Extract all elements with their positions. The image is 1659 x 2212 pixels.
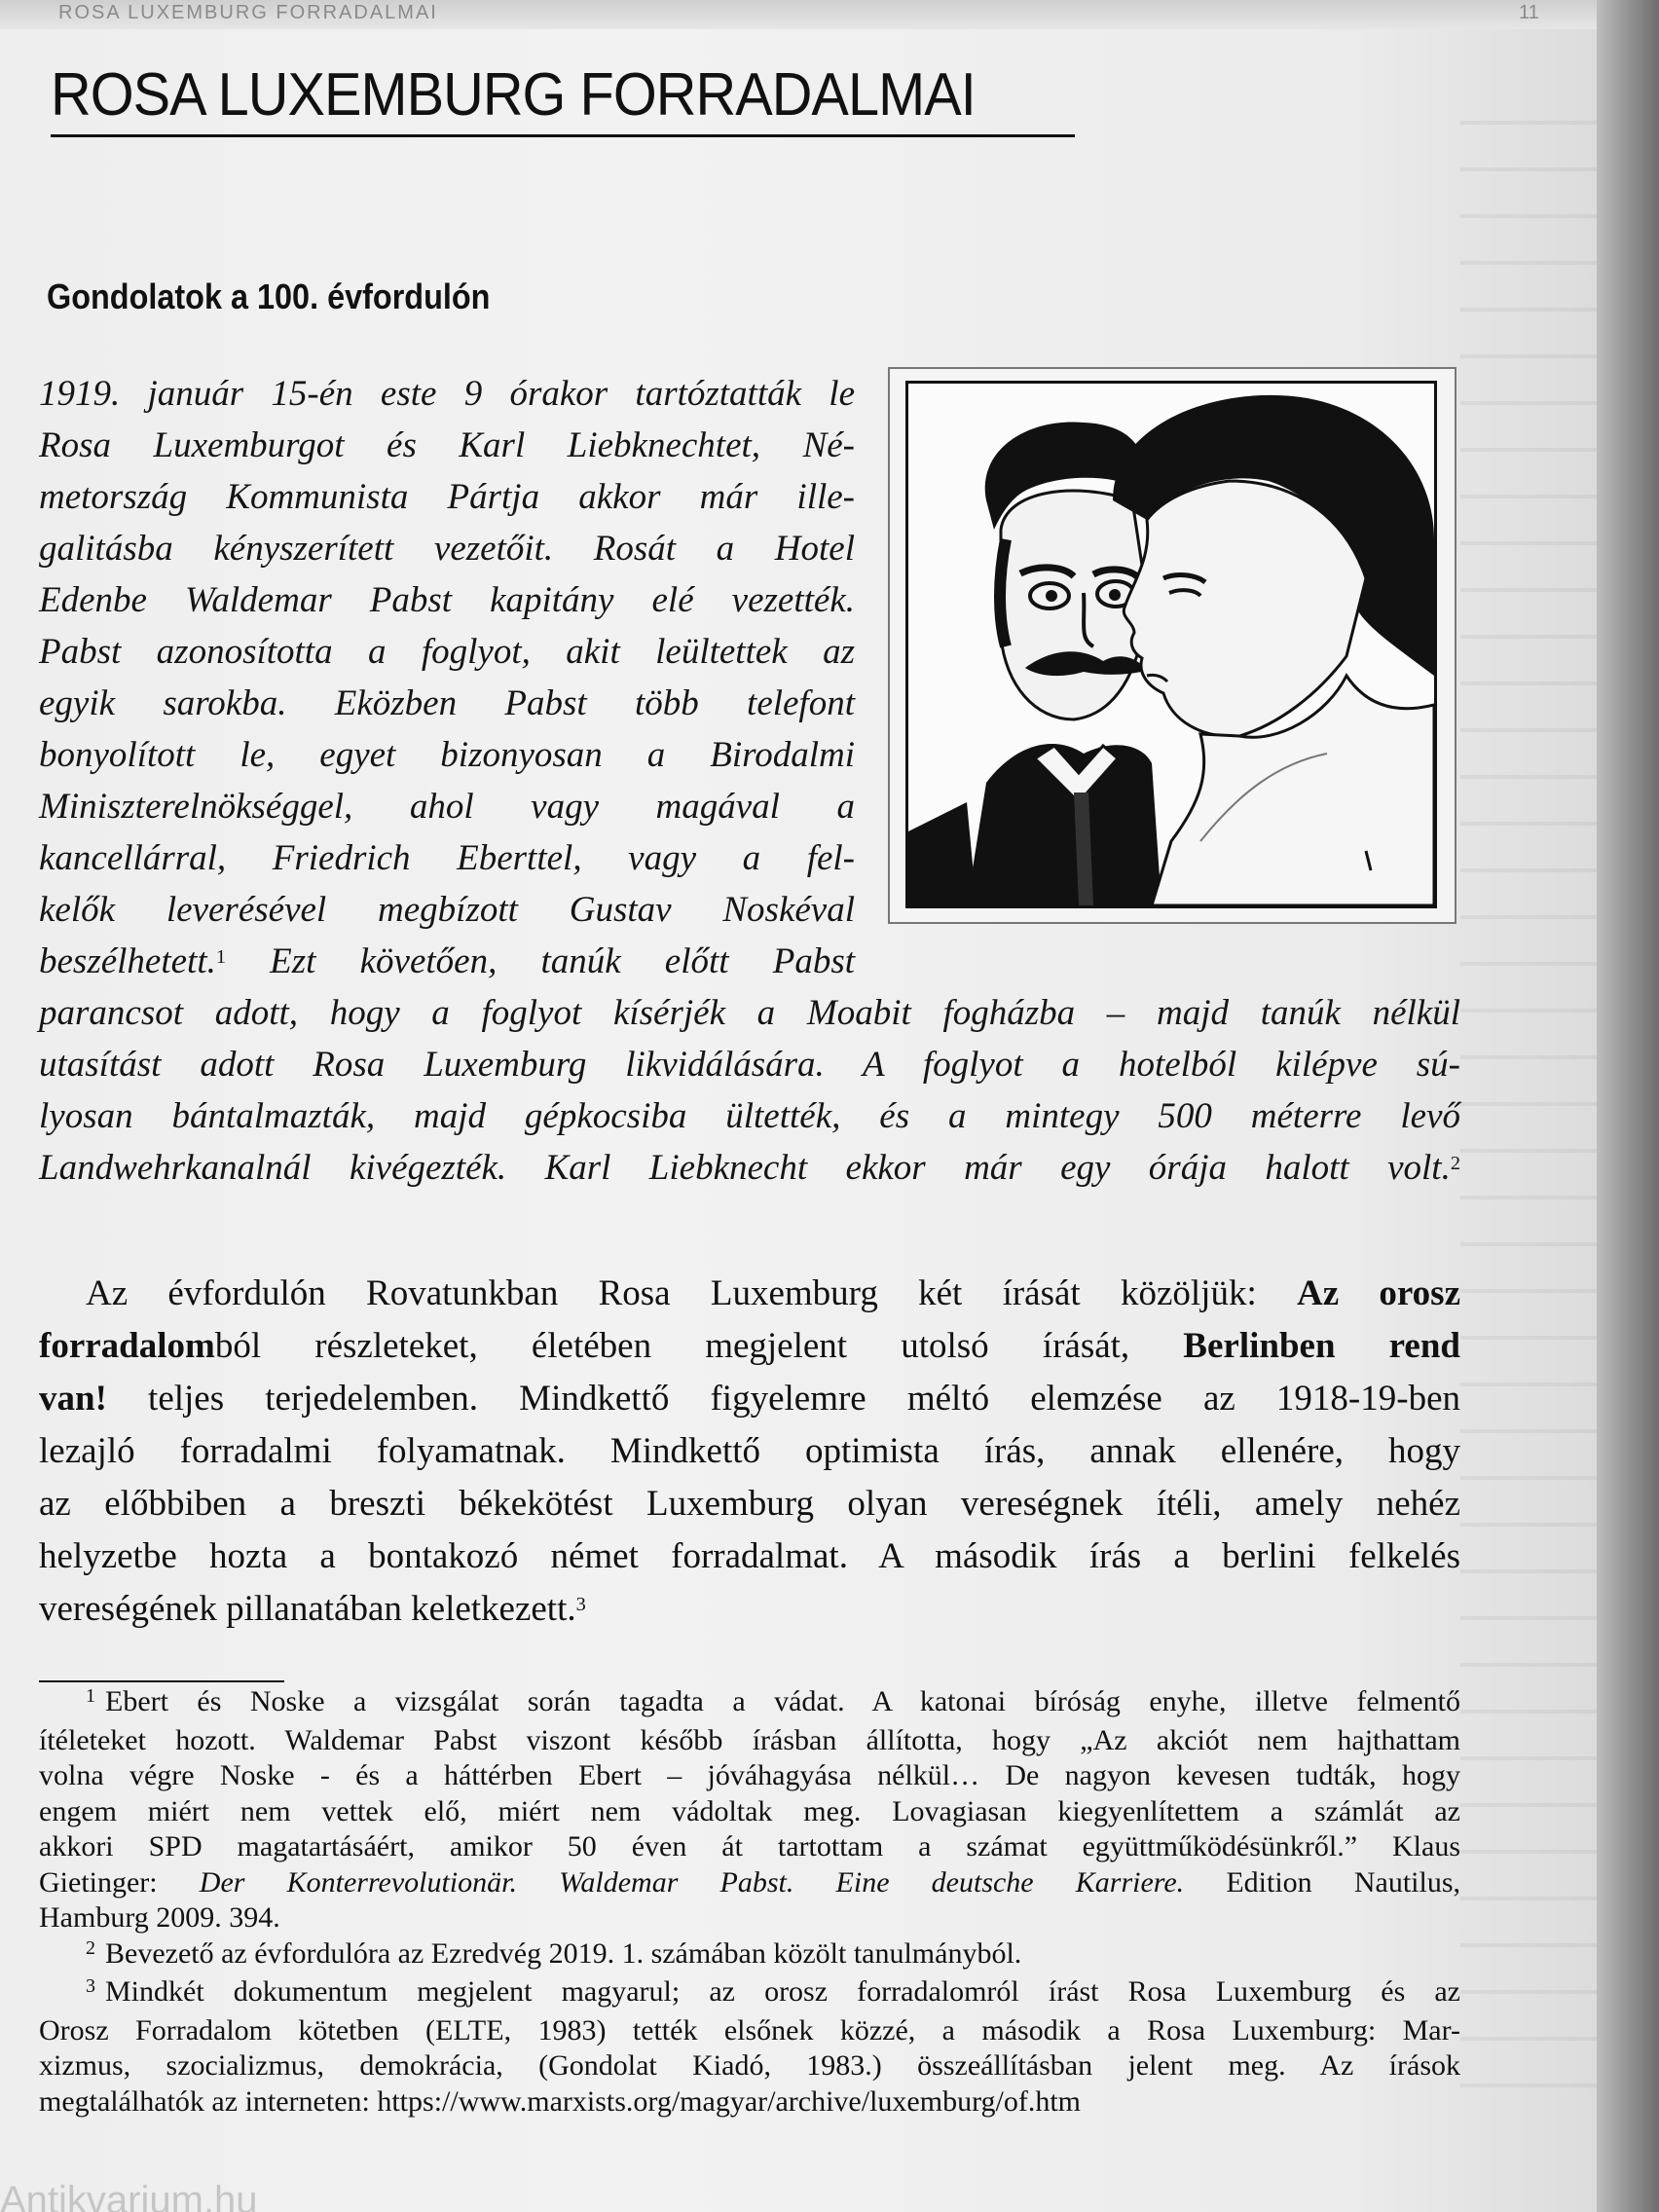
body-text: teljes terjedelemben. Mindkettő figyelemre méltó elemzése az 1918-19-ben — [106, 1379, 1460, 1419]
footnote-1-line — [39, 1865, 1460, 1901]
bold-title-van: van! — [39, 1379, 107, 1419]
footnote-number: 2 — [86, 1936, 95, 1959]
intro-line: lyosan bántalmazták, majd gépkocsiba ültették, és a mintegy 500 méterre levő — [39, 1096, 1460, 1136]
show-through-text — [1460, 78, 1597, 2122]
body-line — [39, 1320, 1460, 1373]
intro-line: Edenbe Waldemar Pabst kapitány elé vezették. — [39, 580, 855, 620]
watermark: Antikvarium.hu — [0, 2179, 258, 2212]
intro-text: Landwehrkanalnál kivégezték. Karl Liebknecht ekkor már egy órája halott volt. — [39, 1148, 1451, 1188]
footnote-text: Mindkét dokumentum megjelent magyarul; az orosz forradalomról írást Rosa Luxemburg és az — [105, 1975, 1460, 2008]
bold-title-az-orosz: Az orosz — [1297, 1273, 1461, 1313]
footnote-3-line: xizmus, szocializmus, demokrácia, (Gondolat Kiadó, 1983.) összeállításban jelent meg. Az írások — [39, 2049, 1460, 2082]
intro-line: bonyolított le, egyet bizonyosan a Birodalmi — [39, 735, 855, 775]
footnote-text: Ebert és Noske a vizsgálat során tagadta a vádat. A katonai bíróság enyhe, illetve felmentő — [105, 1685, 1460, 1717]
intro-line: 1919. január 15-én este 9 órakor tartóztatták le — [39, 374, 855, 414]
body-line: az előbbiben a breszti békekötést Luxemburg olyan vereségnek ítéli, amely nehéz — [39, 1484, 1460, 1524]
footnote-1-line: engem miért nem vettek elő, miért nem vádoltak meg. Lovagiasan kiegyenlítettem a számlát az — [39, 1794, 1460, 1827]
footnote-3-line: megtalálhatók az interneten: https://www.marxists.org/magyar/archive/luxemburg/of.htm — [39, 2084, 1082, 2118]
body-line — [39, 1373, 1460, 1425]
intro-line: kancellárral, Friedrich Eberttel, vagy a fel- — [39, 838, 855, 878]
body-line — [39, 1268, 1460, 1320]
intro-paragraph — [39, 368, 1460, 1194]
body-text: vereségének pillanatában keletkezett. — [39, 1589, 576, 1629]
footnote-ref-3[interactable]: 3 — [575, 1593, 586, 1615]
top-strip — [0, 0, 1597, 29]
body-line: lezajló forradalmi folyamatnak. Mindkettő optimista írás, annak ellenére, hogy — [39, 1431, 1460, 1471]
footnote-1-line: akkori SPD magatartásáért, amikor 50 éven át tartottam a számat együttműködésünkről.” Klaus — [39, 1830, 1460, 1862]
footnote-ref-2[interactable]: 2 — [1450, 1152, 1460, 1174]
intro-line — [39, 936, 855, 987]
article-title: ROSA LUXEMBURG FORRADALMAI — [51, 61, 976, 129]
footnotes — [39, 1684, 1460, 2120]
page-number: 11 — [1519, 2, 1539, 23]
intro-line: metország Kommunista Pártja akkor már ille- — [39, 477, 855, 517]
footnote-2-line — [39, 1936, 1460, 1975]
intro-line: galitásba kényszerített vezetőit. Rosát a Hotel — [39, 529, 855, 569]
body-text: ból részleteket, életében megjelent utolsó írását, — [214, 1326, 1184, 1366]
intro-line: Pabst azonosította a foglyot, akit leültettek az — [39, 632, 855, 672]
intro-line: egyik sarokba. Eközben Pabst több telefont — [39, 683, 855, 723]
footnote-text: Edition Nautilus, — [1184, 1865, 1460, 1899]
running-head: ROSA LUXEMBURG FORRADALMAI — [58, 2, 438, 23]
title-underline — [51, 134, 1075, 137]
footnote-1-line — [39, 1684, 1460, 1723]
body-line — [39, 1583, 1460, 1636]
footnote-number: 1 — [86, 1685, 95, 1707]
intro-line: Miniszterelnökséggel, ahol vagy magával a — [39, 787, 855, 827]
bold-title-berlinben-rend: Berlinben rend — [1183, 1326, 1460, 1366]
footnote-text: Bevezető az évfordulóra az Ezredvég 2019. 1. számában közölt tanulmányból. — [105, 1936, 1022, 1970]
intro-text: Ezt követően, tanúk előtt Pabst — [226, 941, 855, 981]
footnote-ref-1[interactable]: 1 — [215, 945, 227, 968]
book-title-italic: Der Konterrevolutionär. Waldemar Pabst. Eine deutsche Karriere. — [199, 1865, 1185, 1899]
intro-line: Rosa Luxemburgot és Karl Liebknechtet, Né- — [39, 425, 855, 465]
body-text: Az évfordulón Rovatunkban Rosa Luxemburg két írását közöljük: — [86, 1273, 1298, 1313]
intro-line: kelők leverésével megbízott Gustav Noskéval — [39, 890, 855, 930]
intro-line: parancsot adott, hogy a foglyot kísérjék a Moabit fogházba – majd tanúk nélkül — [39, 993, 1460, 1033]
article-subtitle: Gondolatok a 100. évfordulón — [47, 276, 491, 316]
page-edge-shadow — [1597, 0, 1659, 2212]
body-paragraph — [39, 1268, 1460, 1636]
intro-line: utasítást adott Rosa Luxemburg likvidálására. A foglyot a hotelból kilépve sú- — [39, 1045, 1460, 1085]
footnote-number: 3 — [86, 1975, 95, 1997]
footnote-1-line: ítéleteket hozott. Waldemar Pabst viszont később írásban állította, hogy „Az akciót nem hajthattam — [39, 1723, 1460, 1756]
footnote-3-line: Orosz Forradalom kötetben (ELTE, 1983) tették elsőnek közzé, a második a Rosa Luxemburg: Mar- — [39, 2013, 1460, 2046]
footnote-text: Gietinger: — [39, 1865, 200, 1899]
bold-title-forradalom: forradalom — [39, 1326, 215, 1366]
footnote-1-line: Hamburg 2009. 394. — [39, 1901, 280, 1934]
intro-line — [39, 1142, 1460, 1194]
footnote-separator — [39, 1680, 284, 1682]
footnote-3-line — [39, 1974, 1460, 2013]
intro-text: beszélhetett. — [39, 941, 216, 981]
body-line: helyzetbe hozta a bontakozó német forradalmat. A második írás a berlini felkelés — [39, 1536, 1460, 1576]
footnote-1-line: volna végre Noske - és a háttérben Ebert – jóváhagyása nélkül… De nagyon kevesen tudták, hogy — [39, 1759, 1460, 1791]
